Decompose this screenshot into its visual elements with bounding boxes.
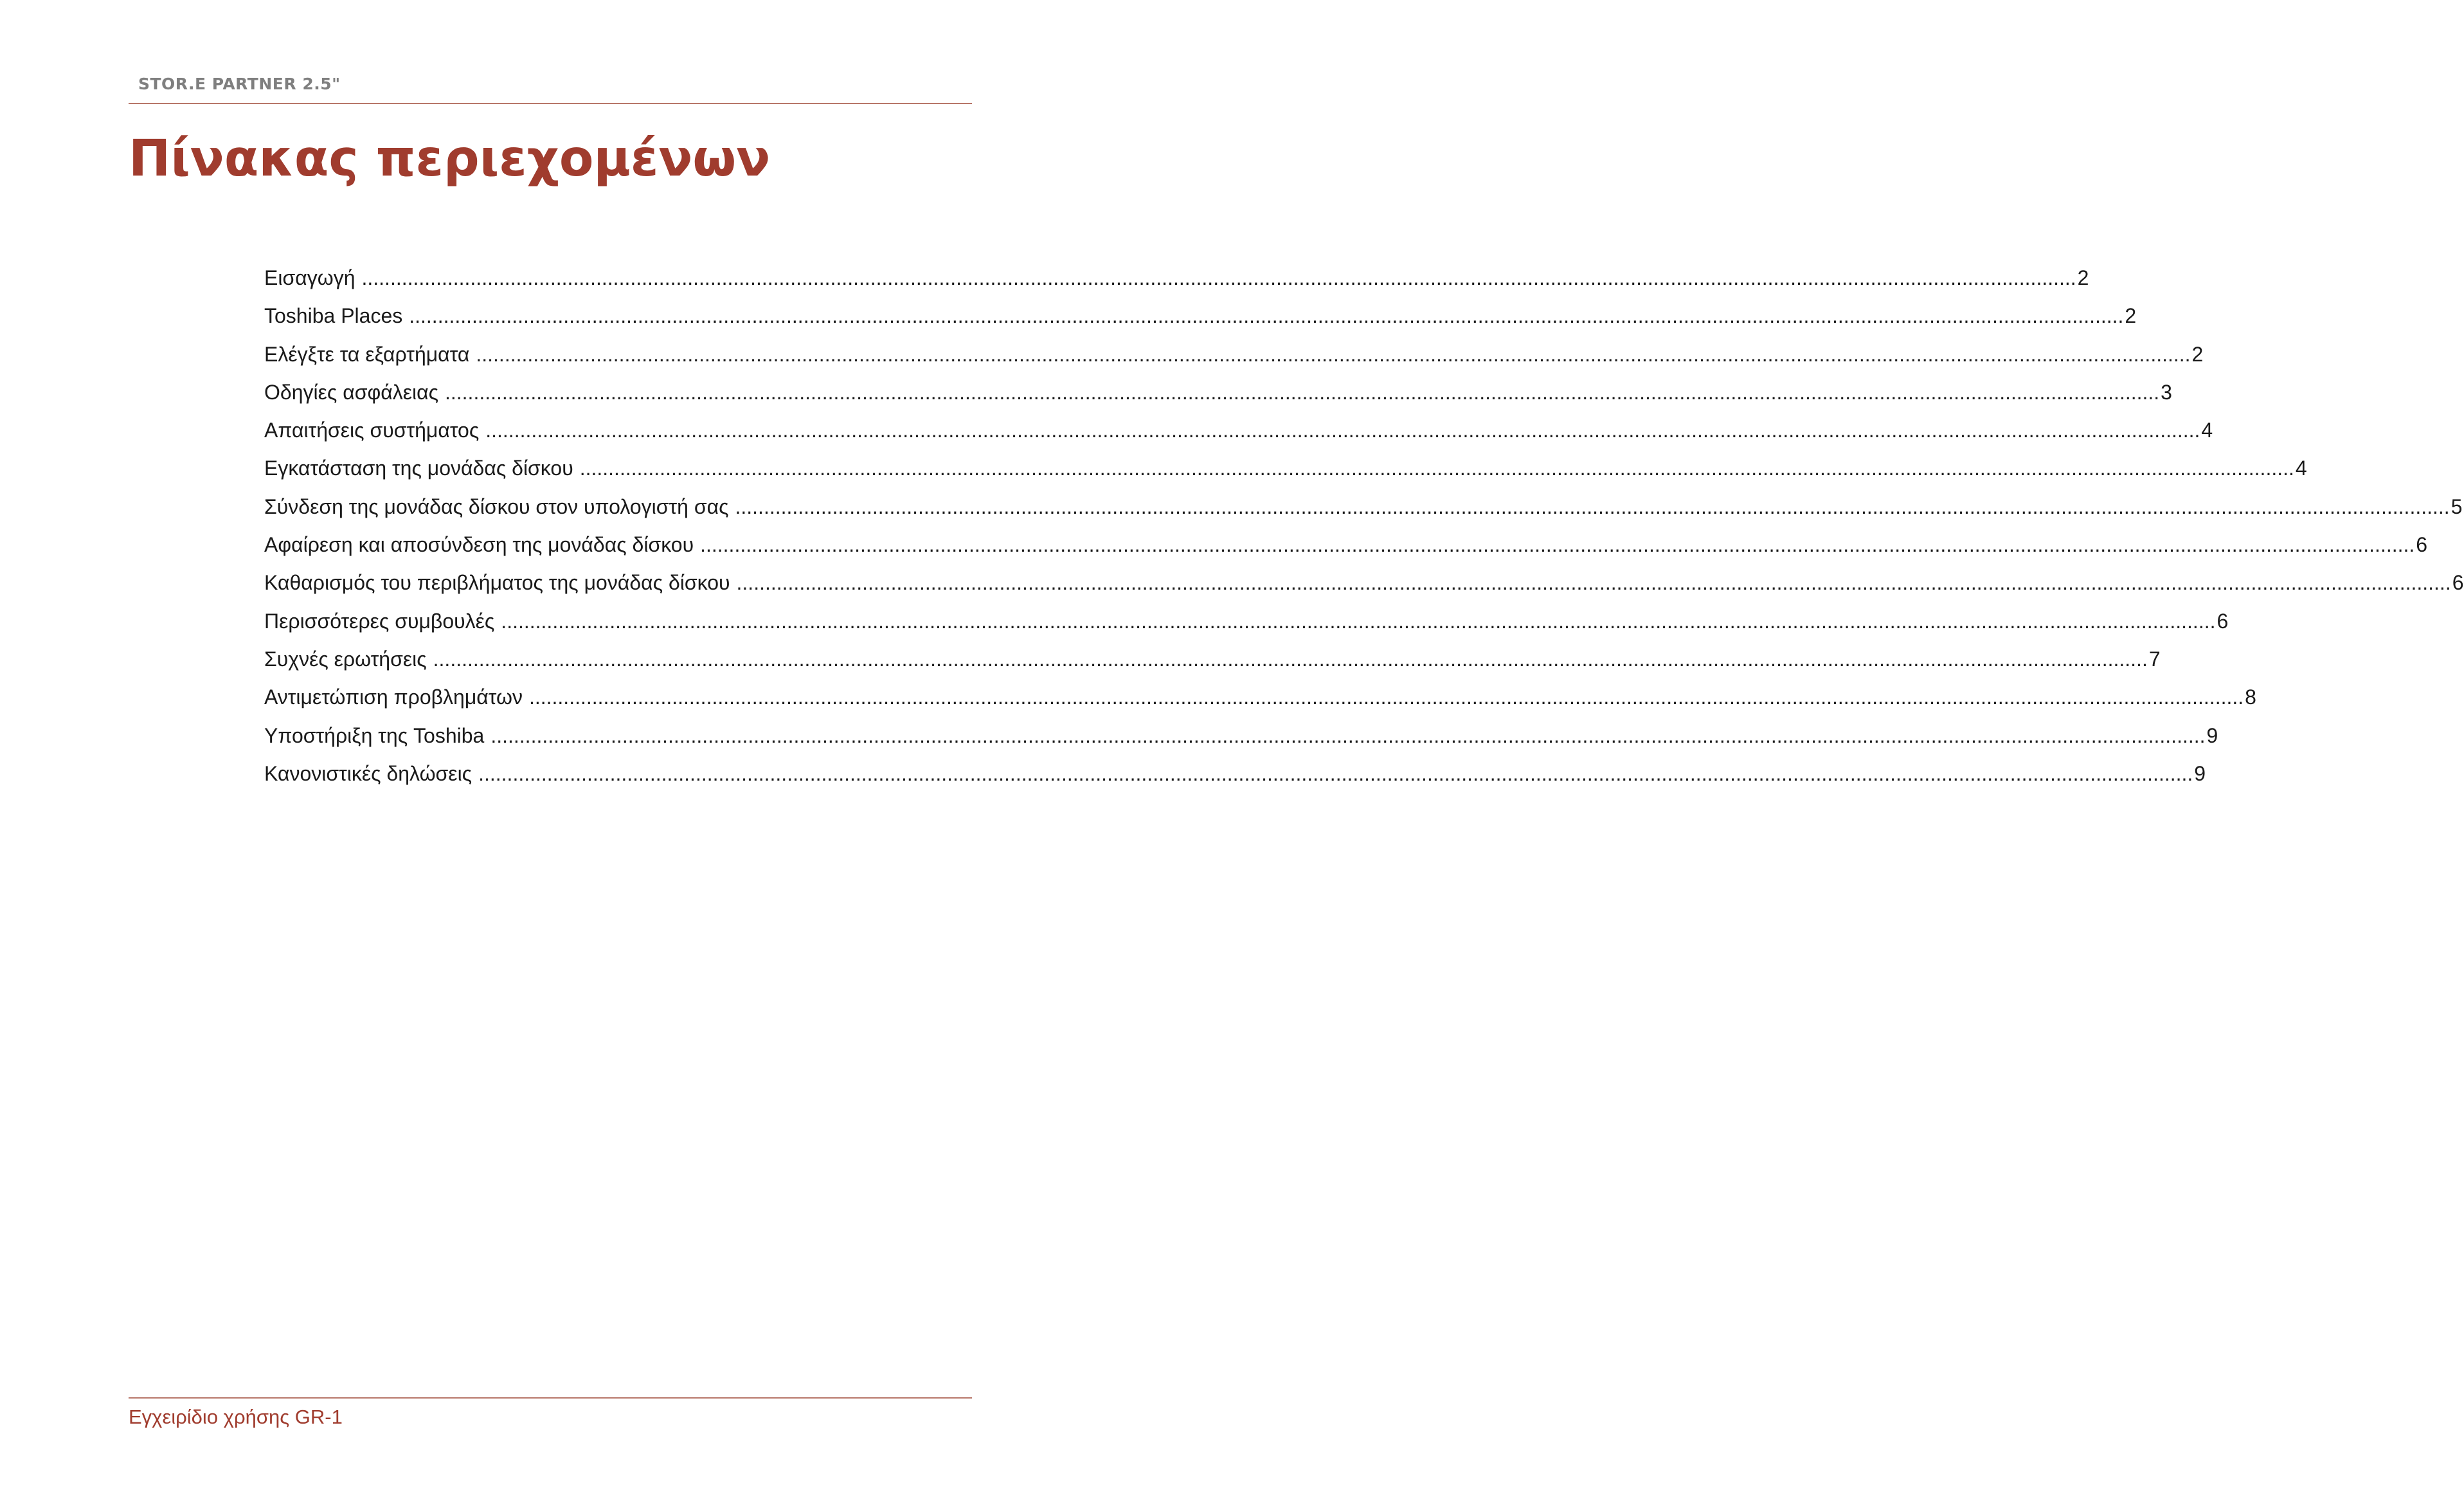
header-divider — [129, 103, 972, 104]
toc-entry-title: Αντιμετώπιση προβλημάτων — [264, 685, 523, 709]
toc-leader-dots: ............................................................................................................................................................................................................................................................................................................ — [476, 342, 2191, 366]
toc-leader-dots: ............................................................................................................................................................................................................................................................................................................ — [361, 266, 2076, 289]
toc-entry-page: 2 — [2191, 342, 2204, 366]
toc-entry-title: Κανονιστικές δηλώσεις — [264, 761, 472, 785]
toc-entry[interactable] — [264, 457, 2307, 494]
toc-entry-page: 9 — [2206, 723, 2218, 747]
toc-entry[interactable] — [264, 723, 2218, 762]
toc-entry-title: Οδηγίες ασφάλειας — [264, 380, 438, 404]
toc-leader-dots: ............................................................................................................................................................................................................................................................................................................ — [736, 571, 2451, 595]
toc-entry-page: 6 — [2452, 571, 2464, 595]
toc-entry[interactable] — [264, 647, 2161, 685]
toc-entry[interactable] — [264, 761, 2206, 800]
toc-entry-title: Εισαγωγή — [264, 266, 355, 289]
toc-entry-title: Εγκατάσταση της μονάδας δίσκου — [264, 457, 573, 480]
table-of-contents — [264, 266, 2464, 800]
toc-entry[interactable] — [264, 304, 2137, 342]
toc-leader-dots: ............................................................................................................................................................................................................................................................................................................ — [501, 609, 2216, 633]
toc-entry-page: 6 — [2416, 533, 2428, 557]
toc-leader-dots: ............................................................................................................................................................................................................................................................................................................ — [433, 647, 2148, 671]
toc-entry-page: 4 — [2201, 419, 2213, 442]
toc-entry[interactable] — [264, 685, 2256, 723]
toc-leader-dots: ............................................................................................................................................................................................................................................................................................................ — [409, 304, 2124, 328]
toc-entry-title: Σύνδεση της μονάδας δίσκου στον υπολογιστή σας — [264, 494, 729, 518]
page-footer: Εγχειρίδιο χρήσης GR-1 — [129, 1406, 343, 1428]
toc-leader-dots: ............................................................................................................................................................................................................................................................................................................ — [700, 533, 2415, 557]
toc-leader-dots: ............................................................................................................................................................................................................................................................................................................ — [579, 457, 2294, 480]
toc-entry[interactable] — [264, 609, 2229, 648]
toc-entry-page: 6 — [2217, 609, 2229, 633]
document-header: STOR.E PARTNER 2.5" — [138, 75, 341, 93]
toc-entry-title: Αφαίρεση και αποσύνδεση της μονάδας δίσκου — [264, 533, 694, 557]
toc-leader-dots: ............................................................................................................................................................................................................................................................................................................ — [528, 685, 2244, 709]
toc-entry-title: Περισσότερες συμβουλές — [264, 609, 495, 633]
toc-entry[interactable] — [264, 342, 2204, 381]
toc-entry-title: Ελέγξτε τα εξαρτήματα — [264, 342, 470, 366]
toc-leader-dots: ............................................................................................................................................................................................................................................................................................................ — [485, 419, 2200, 442]
toc-entry-title: Καθαρισμός του περιβλήματος της μονάδας δίσκου — [264, 571, 730, 595]
toc-entry-title: Απαιτήσεις συστήματος — [264, 419, 480, 442]
toc-leader-dots: ............................................................................................................................................................................................................................................................................................................ — [735, 494, 2450, 518]
toc-entry[interactable] — [264, 419, 2213, 457]
toc-leader-dots: ............................................................................................................................................................................................................................................................................................................ — [478, 761, 2193, 785]
page-title: Πίνακας περιεχομένων — [129, 130, 771, 188]
toc-entry-page: 9 — [2194, 761, 2206, 785]
toc-entry-page: 2 — [2077, 266, 2089, 289]
toc-entry-page: 3 — [2161, 380, 2172, 404]
toc-entry-page: 8 — [2245, 685, 2256, 709]
toc-leader-dots: ............................................................................................................................................................................................................................................................................................................ — [490, 723, 2206, 747]
toc-entry-title: Υποστήριξη της Toshiba — [264, 723, 485, 747]
footer-divider — [129, 1397, 972, 1399]
toc-entry[interactable] — [264, 494, 2463, 533]
toc-entry-page: 7 — [2148, 647, 2161, 671]
toc-entry[interactable] — [264, 571, 2464, 609]
toc-entry[interactable] — [264, 380, 2172, 419]
toc-entry-page: 5 — [2451, 494, 2463, 518]
toc-entry[interactable] — [264, 266, 2089, 304]
toc-entry-title: Συχνές ερωτήσεις — [264, 647, 427, 671]
toc-entry-title: Toshiba Places — [264, 304, 403, 328]
toc-entry-page: 4 — [2295, 457, 2307, 480]
toc-leader-dots: ............................................................................................................................................................................................................................................................................................................ — [444, 380, 2160, 404]
toc-entry-page: 2 — [2125, 304, 2137, 328]
toc-entry[interactable] — [264, 533, 2428, 571]
